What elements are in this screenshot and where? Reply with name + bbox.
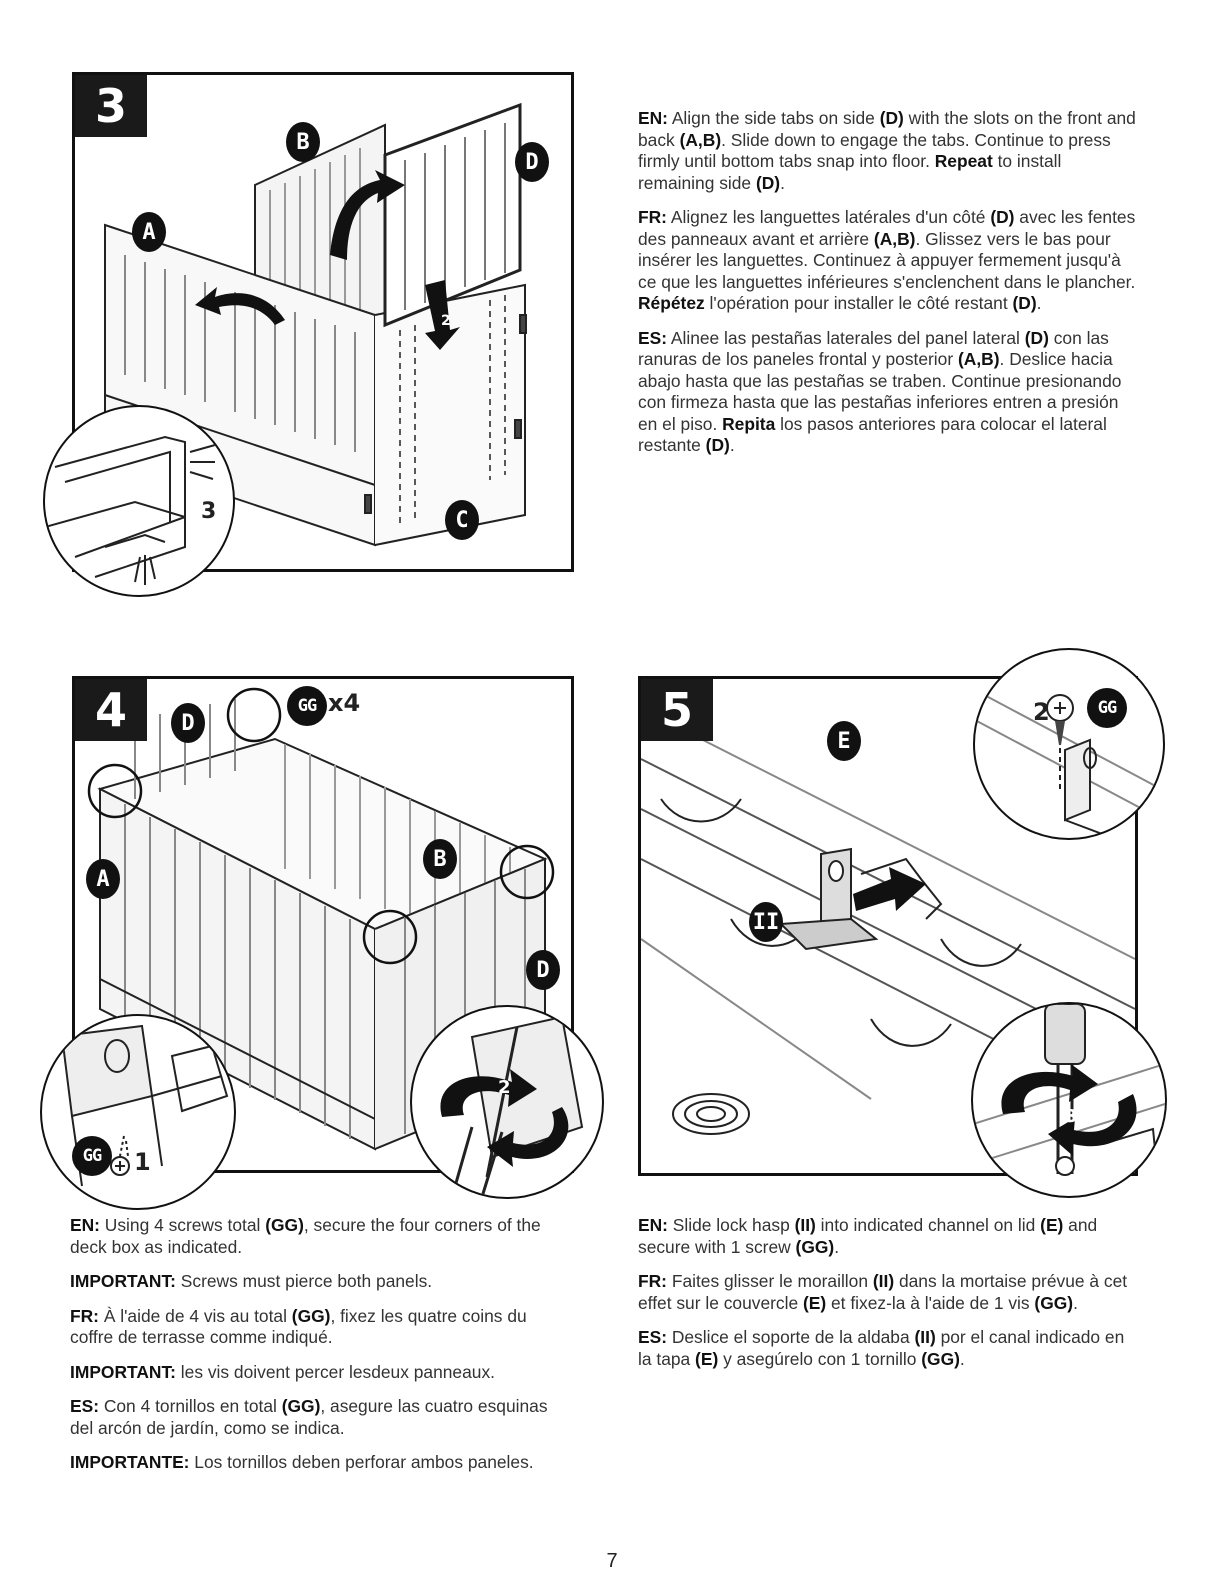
ref: (GG)	[291, 1305, 331, 1326]
step3-arrow2-num: 2	[441, 313, 451, 329]
text: Using 4 screws total	[99, 1215, 266, 1235]
ref: (GG)	[281, 1396, 321, 1416]
ref: (D)	[1024, 327, 1049, 348]
step5-fr	[638, 1271, 1138, 1314]
fr-label: FR:	[70, 1305, 99, 1326]
part-a-callout: A	[86, 859, 120, 899]
step4-detail-left-drawing	[42, 1016, 234, 1208]
en-label: EN:	[638, 108, 668, 128]
emphasis: Repita	[722, 413, 776, 434]
text: con las ranuras de los paneles frontal y posterior	[638, 327, 1109, 369]
page-number: 7	[606, 1550, 618, 1572]
step3-es	[638, 328, 1138, 457]
emphasis: Répétez	[638, 293, 705, 313]
ref: (E)	[1040, 1215, 1064, 1235]
text: .	[834, 1236, 840, 1257]
ref: (A,B)	[957, 349, 1000, 369]
step4-detail-right	[410, 1005, 604, 1199]
screw-gg-callout: GG	[287, 686, 327, 726]
step5-detail-top-drawing	[975, 650, 1163, 838]
step5-en	[638, 1215, 1138, 1258]
en-label: EN:	[70, 1215, 100, 1235]
ref: (GG)	[921, 1348, 960, 1369]
ref: (E)	[802, 1292, 827, 1313]
text: y asegúrelo con 1 tornillo	[718, 1348, 922, 1369]
text: Alinee las pestañas laterales del panel lateral	[667, 327, 1025, 348]
detail-screw-gg: GG	[1087, 688, 1127, 728]
ref: (GG)	[795, 1236, 835, 1257]
ref: (A,B)	[873, 228, 916, 249]
step4-es	[70, 1396, 570, 1439]
important-label: IMPORTANT:	[70, 1361, 176, 1382]
text: , asegure las cuatro esquinas del arcón de jardín, como se indica.	[70, 1396, 548, 1438]
fr-label: FR:	[638, 207, 667, 227]
text: les vis doivent percer lesdeux panneaux.	[175, 1361, 495, 1382]
step4-number: 4	[75, 679, 147, 741]
step4-en	[70, 1215, 570, 1258]
lid-e-callout: E	[827, 721, 861, 761]
step5-es	[638, 1327, 1138, 1370]
step3-detail-step: 3	[201, 499, 217, 524]
ref: (D)	[705, 435, 730, 455]
important-label: IMPORTANTE:	[70, 1452, 190, 1472]
text: , secure the four corners of the deck box as indicated.	[70, 1215, 541, 1257]
text: l'opération pour installer le côté restant	[704, 293, 1013, 313]
text: los pasos anteriores para colocar el lateral restante	[638, 413, 1107, 455]
part-d-callout: D	[515, 142, 549, 182]
part-d-callout-top: D	[171, 703, 205, 743]
part-b-callout: B	[423, 839, 457, 879]
text: Slide lock hasp	[667, 1215, 795, 1235]
step4-important-fr	[70, 1362, 570, 1384]
ref: (D)	[755, 172, 781, 193]
text: to install remaining side	[638, 151, 1062, 193]
step3-fr	[638, 207, 1138, 315]
text: Faites glisser le moraillon	[666, 1271, 873, 1291]
text: .	[780, 172, 785, 193]
text: into indicated channel on lid	[815, 1215, 1041, 1235]
part-a-callout: A	[132, 212, 166, 252]
text: , fixez les quatre coins du coffre de terrasse comme indiqué.	[70, 1305, 527, 1347]
screw-quantity: x4	[328, 689, 361, 717]
es-label: ES:	[70, 1396, 99, 1416]
text: .	[1073, 1292, 1078, 1313]
text: . Slide down to engage the tabs. Continue to press firmly until bottom tabs snap into floor.	[638, 129, 1111, 171]
step5-detail-bottom-drawing	[973, 1004, 1165, 1196]
step5-number: 5	[641, 679, 713, 741]
important-label: IMPORTANT:	[70, 1271, 176, 1291]
hasp-ii-callout: II	[749, 902, 783, 942]
fr-label: FR:	[638, 1271, 667, 1291]
step4-detail-right-drawing	[412, 1007, 602, 1197]
step4-detail-left	[40, 1014, 236, 1210]
ref: (II)	[794, 1215, 816, 1235]
ref: (D)	[1012, 293, 1037, 313]
text: .	[1036, 293, 1042, 313]
text: Screws must pierce both panels.	[175, 1271, 433, 1291]
detail-screw-gg: GG	[72, 1136, 112, 1176]
emphasis: Repeat	[934, 151, 993, 171]
step4-important-en	[70, 1271, 570, 1293]
text: . Glissez vers le bas pour insérer les languettes. Continuez à appuyer fermement jusqu'à ce que les languettes inférieures s'enclenchent dans le plancher.	[638, 228, 1136, 292]
ref: (E)	[695, 1348, 719, 1369]
step5-instructions	[638, 1215, 1138, 1383]
step4-fr	[70, 1306, 570, 1349]
text: and secure with 1 screw	[638, 1215, 1098, 1257]
part-b-callout: B	[286, 122, 320, 162]
text: por el canal indicado en la tapa	[638, 1327, 1125, 1369]
text: . Deslice hacia abajo hasta que las pestañas se traben. Continue presionando con firmeza hasta que las pestañas inferiores entren a presión en el piso.	[638, 349, 1122, 434]
text: .	[729, 435, 735, 455]
detail-step-2: 2	[1033, 698, 1050, 726]
ref: (II)	[914, 1327, 936, 1347]
ref: (II)	[872, 1271, 895, 1291]
detail-step-2: 2	[498, 1077, 511, 1098]
text: Los tornillos deben perforar ambos paneles.	[189, 1452, 534, 1472]
text: Align the side tabs on side	[667, 108, 880, 128]
part-c-callout: C	[445, 500, 479, 540]
step5-detail-bottom	[971, 1002, 1167, 1198]
text: Deslice el soporte de la aldaba	[667, 1327, 915, 1347]
ref: (GG)	[265, 1215, 304, 1235]
en-label: EN:	[638, 1215, 668, 1235]
ref: (A,B)	[679, 129, 722, 150]
text: Con 4 tornillos en total	[99, 1396, 282, 1416]
step4-instructions	[70, 1215, 570, 1487]
step3-en	[638, 108, 1138, 194]
text: dans la mortaise prévue à cet effet sur le couvercle	[638, 1271, 1128, 1313]
ref: (D)	[879, 108, 904, 128]
step4-important-es	[70, 1452, 570, 1474]
detail-step-3: 3	[1065, 1106, 1078, 1127]
text: À l'aide de 4 vis au total	[98, 1305, 292, 1326]
step5-detail-top	[973, 648, 1165, 840]
ref: (D)	[990, 207, 1015, 227]
step3-instructions	[638, 108, 1138, 470]
es-label: ES:	[638, 1327, 667, 1347]
step3-detail-zoom	[43, 405, 235, 597]
step3-number: 3	[75, 75, 147, 137]
text: Alignez les languettes latérales d'un côté	[666, 207, 991, 227]
text: avec les fentes des panneaux avant et arrière	[638, 207, 1136, 249]
text: et fixez-la à l'aide de 1 vis	[826, 1292, 1035, 1313]
ref: (GG)	[1034, 1292, 1074, 1313]
text: with the slots on the front and back	[638, 108, 1136, 150]
text: .	[959, 1348, 965, 1369]
part-d-callout-right: D	[526, 950, 560, 990]
es-label: ES:	[638, 327, 667, 348]
detail-step-1: 1	[134, 1148, 151, 1176]
